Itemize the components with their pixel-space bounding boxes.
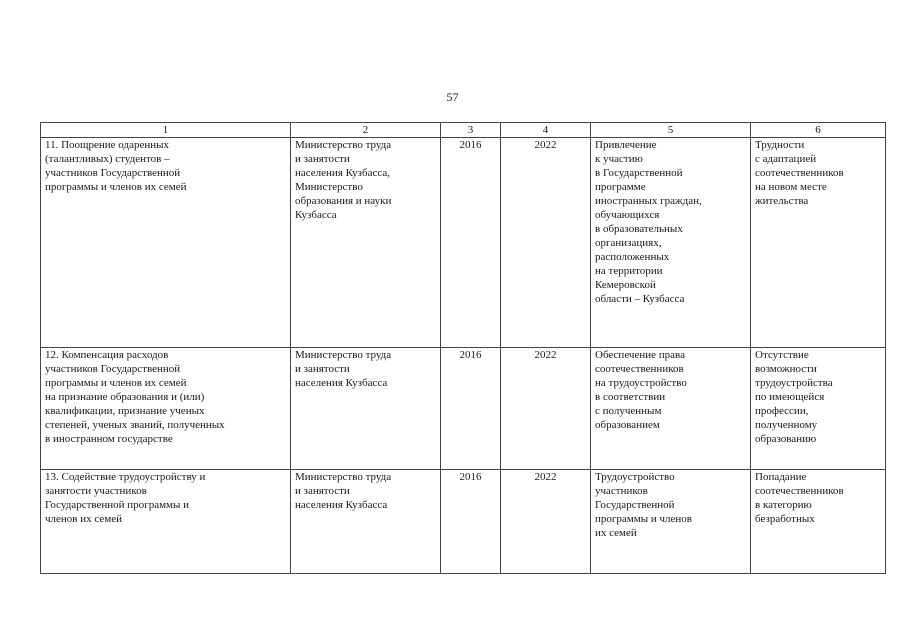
measure-cell: 13. Содействие трудоустройству и занятости участников Государственной программы и членов их семей	[41, 470, 291, 574]
measure-cell: 11. Поощрение одаренных (талантливых) студентов – участников Государственной программы и членов их семей	[41, 138, 291, 348]
table-row	[41, 138, 886, 348]
column-header: 3	[441, 123, 501, 138]
measures-table	[40, 122, 886, 574]
column-header: 2	[291, 123, 441, 138]
start-year-cell: 2016	[441, 138, 501, 348]
risks-cell: Трудности с адаптацией соотечественников на новом месте жительства	[751, 138, 886, 348]
column-header: 4	[501, 123, 591, 138]
table-row	[41, 470, 886, 574]
column-header: 1	[41, 123, 291, 138]
page-number: 57	[446, 90, 459, 104]
end-year-cell: 2022	[501, 470, 591, 574]
start-year-cell: 2016	[441, 348, 501, 470]
table-row	[41, 348, 886, 470]
measure-cell: 12. Компенсация расходов участников Государственной программы и членов их семей на признание образования и (или) квалификации, признание ученых степеней, ученых званий, полученных в иностранном государстве	[41, 348, 291, 470]
start-year-cell: 2016	[441, 470, 501, 574]
column-header: 6	[751, 123, 886, 138]
executor-cell: Министерство труда и занятости населения Кузбасса	[291, 470, 441, 574]
result-cell: Обеспечение права соотечественников на трудоустройство в соответствии с полученным образованием	[591, 348, 751, 470]
result-cell: Трудоустройство участников Государственной программы и членов их семей	[591, 470, 751, 574]
column-header: 5	[591, 123, 751, 138]
end-year-cell: 2022	[501, 138, 591, 348]
executor-cell: Министерство труда и занятости населения Кузбасса, Министерство образования и науки Кузбасса	[291, 138, 441, 348]
executor-cell: Министерство труда и занятости населения Кузбасса	[291, 348, 441, 470]
result-cell: Привлечение к участию в Государственной программе иностранных граждан, обучающихся в образовательных организациях, расположенных на территории Кемеровской области – Кузбасса	[591, 138, 751, 348]
risks-cell: Отсутствие возможности трудоустройства по имеющейся профессии, полученному образованию	[751, 348, 886, 470]
table-header-row	[41, 123, 886, 138]
risks-cell: Попадание соотечественников в категорию безработных	[751, 470, 886, 574]
end-year-cell: 2022	[501, 348, 591, 470]
